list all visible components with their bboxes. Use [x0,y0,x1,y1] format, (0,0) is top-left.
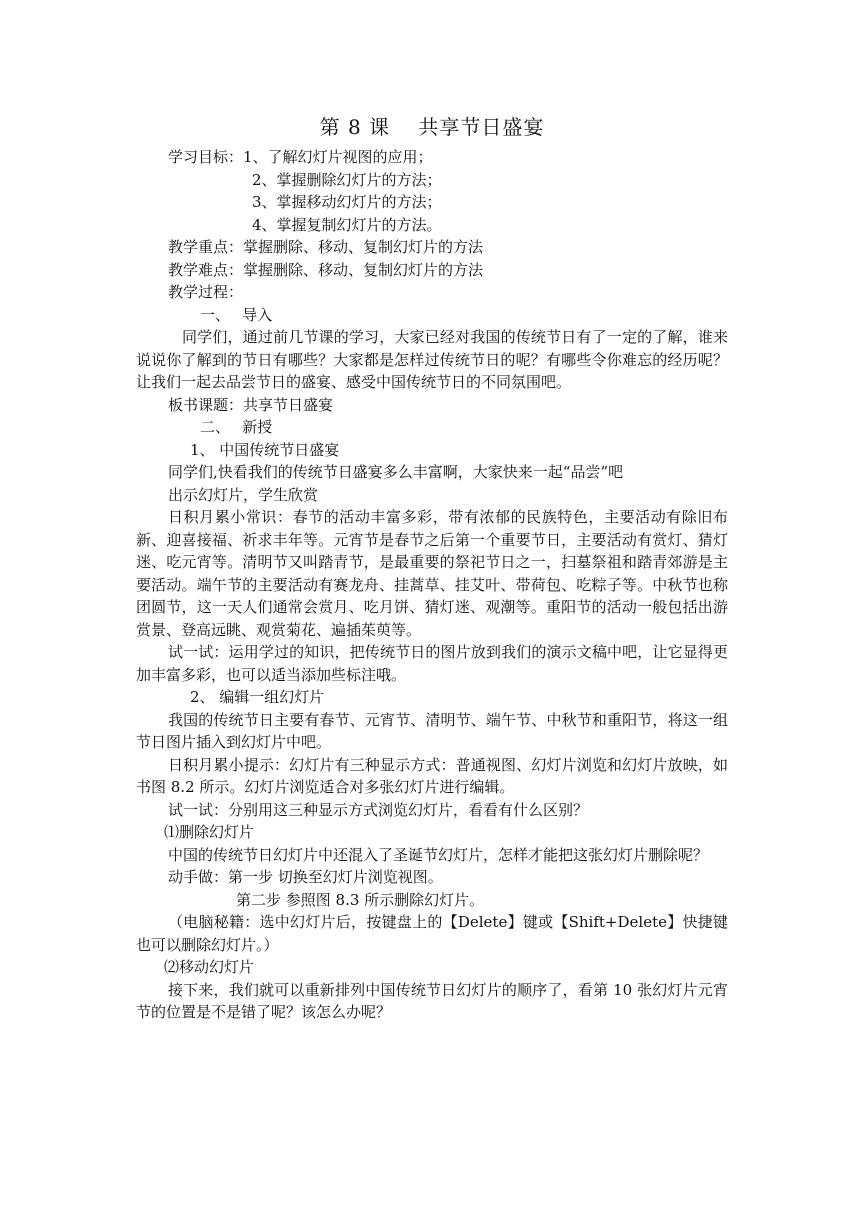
goal-item: 3、掌握移动幻灯片的方法； [252,193,442,211]
lesson-title: 第 8 课 共享节日盛宴 [319,115,545,139]
delete-heading: ⑴删除幻灯片 [164,823,255,841]
paragraph: 出示幻灯片，学生欣赏 [168,485,319,504]
paragraph: 同学们,快看我们的传统节日盛宴多么丰富啊，大家快来一起“品尝”吧 [168,463,624,481]
goal-item: 2、掌握删除幻灯片的方法； [252,170,442,189]
step-1: 动手做：第一步 切换至幻灯片浏览视图。 [168,868,443,886]
subsection-heading-1: 1、 中国传统节日盛宴 [190,440,340,459]
goals-label: 学习目标： [168,148,244,166]
goals-line-1 [136,146,728,169]
tip-paragraph-2: 日积月累小提示：幻灯片有三种显示方式：普通视图、幻灯片浏览和幻灯片放映，如书图 8.2 所示。幻灯片浏览适合对多张幻灯片进行编辑。 [136,755,728,796]
secret-tip: （电脑秘籍：选中幻灯片后，按键盘上的【Delete】键或【Shift+Delete】快捷键也可以删除幻灯片。） [136,913,728,954]
intro-paragraph: 同学们，通过前几节课的学习，大家已经对我国的传统节日有了一定的了解，谁来说说你了解到的节日有哪些？大家都是怎样过传统节日的呢？有哪些令你难忘的经历呢？让我们一起去品尝节日的盛宴、感受中国传统节日的不同氛围吧。 [136,328,728,391]
goal-item: 4、掌握复制幻灯片的方法。 [252,215,442,234]
section-heading-new: 二、 新授 [200,418,273,436]
try-paragraph-2: 试一试：分别用这三种显示方式浏览幻灯片，看看有什么区别？ [168,800,589,819]
process-heading: 教学过程： [168,283,244,301]
board-title: 板书课题：共享节日盛宴 [168,395,334,414]
delete-paragraph: 中国的传统节日幻灯片中还混入了圣诞节幻灯片，怎样才能把这张幻灯片删除呢？ [168,845,709,864]
step-2: 第二步 参照图 8.3 所示删除幻灯片。 [236,890,485,909]
goal-item: 1、了解幻灯片视图的应用； [243,148,433,166]
subsection-heading-2: 2、 编辑一组幻灯片 [190,688,325,706]
key-point: 教学重点：掌握删除、移动、复制幻灯片的方法 [168,238,484,256]
tip-paragraph-1: 日积月累小常识：春节的活动丰富多彩，带有浓郁的民族特色，主要活动有除旧布新、迎喜接福、祈求丰年等。元宵节是春节之后第一个重要节日，主要活动有赏灯、猜灯迷、吃元宵等。清明节又叫踏青节，是最重要的祭祀节日之一，扫墓祭祖和踏青郊游是主要活动。端午节的主要活动有赛龙舟、挂蒿草、挂艾叶、带荷包、吃粽子等。中秋节也称团圆节，这一天人们通常会赏月、吃月饼、猜灯迷、观潮等。重阳节的活动一般包括出游赏景、登高远眺、观赏菊花、遍插茱萸等。 [136,508,728,639]
move-heading: ⑵移动幻灯片 [164,958,255,976]
try-paragraph-1: 试一试：运用学过的知识，把传统节日的图片放到我们的演示文稿中吧，让它显得更加丰富多彩，也可以适当添加些标注哦。 [136,643,728,684]
lesson-content [136,112,728,1024]
difficulty: 教学难点：掌握删除、移动、复制幻灯片的方法 [168,260,484,279]
move-paragraph: 接下来，我们就可以重新排列中国传统节日幻灯片的顺序了，看第 10 张幻灯片元宵节的位置是不是错了呢？该怎么办呢？ [136,980,728,1021]
paragraph: 我国的传统节日主要有春节、元宵节、清明节、端午节、中秋节和重阳节，将这一组节日图片插入到幻灯片中吧。 [136,710,728,751]
section-heading-intro: 一、 导入 [200,305,273,324]
